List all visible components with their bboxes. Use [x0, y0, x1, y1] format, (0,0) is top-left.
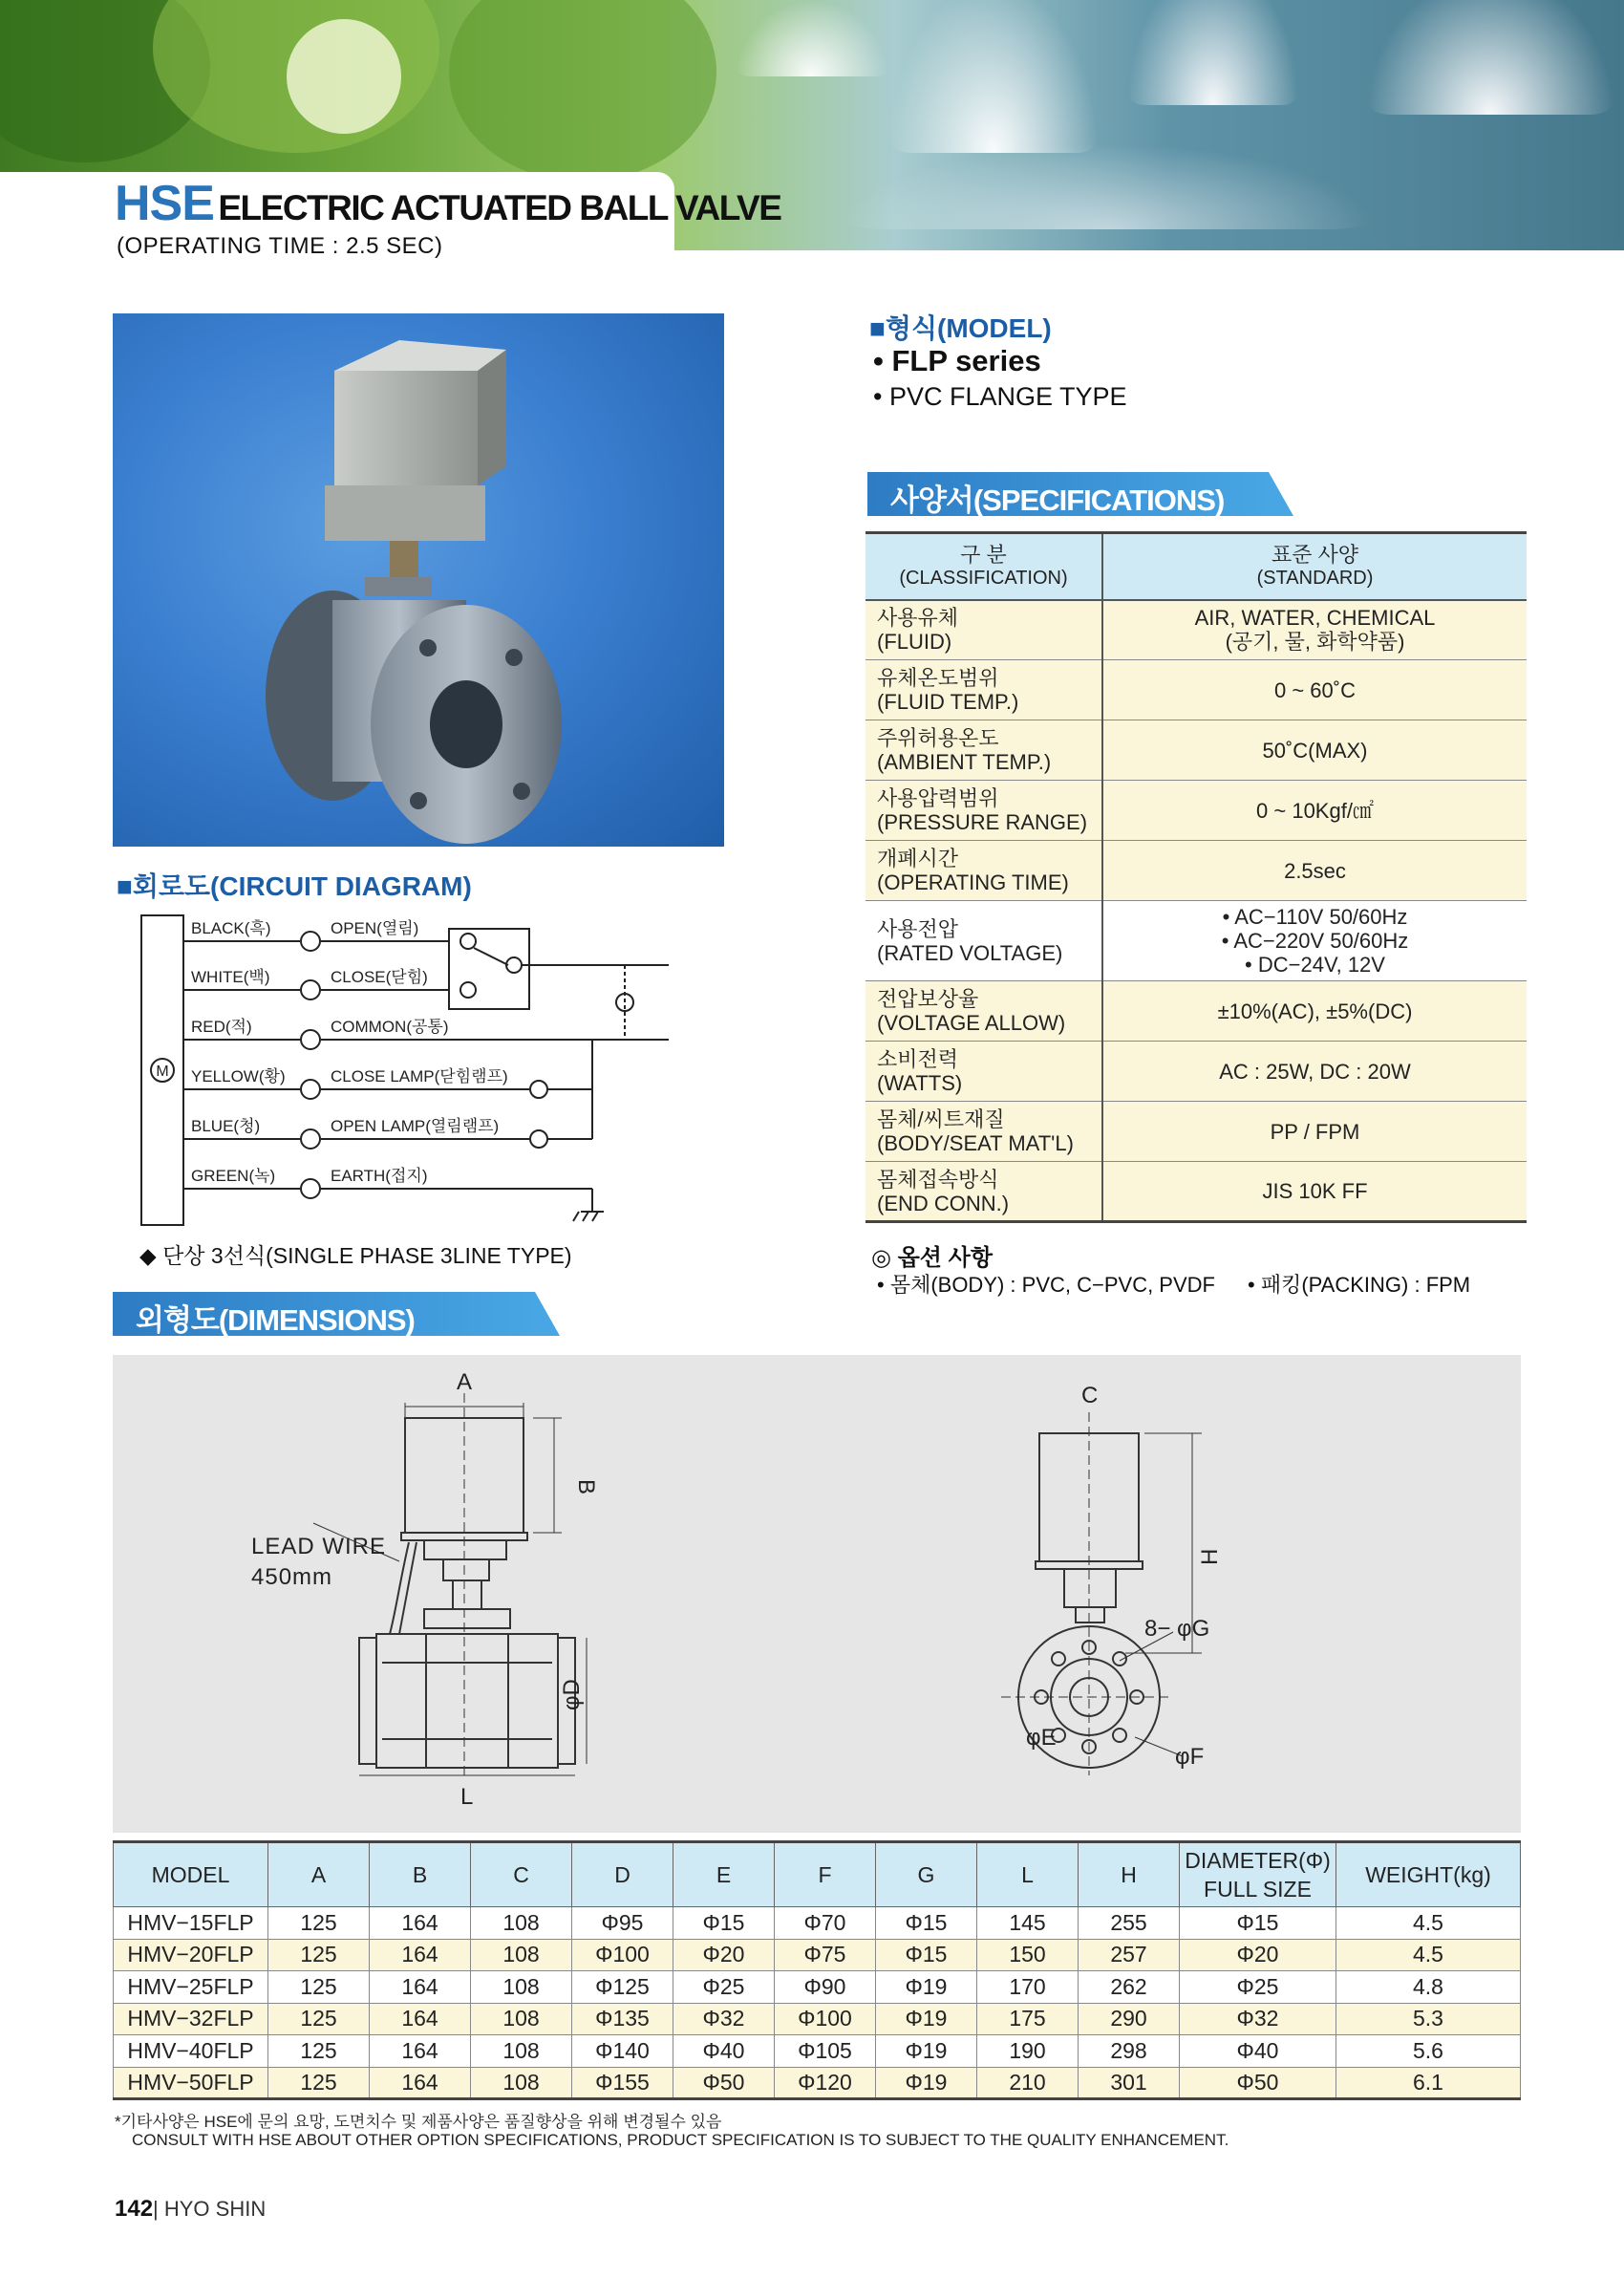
- dim-label-b: B: [573, 1479, 599, 1495]
- table-cell: Φ40: [1180, 2035, 1336, 2068]
- col-diameter-bottom: FULL SIZE: [1204, 1877, 1312, 1902]
- wire-color-label: RED(적): [191, 1018, 252, 1036]
- table-cell: 125: [268, 1971, 370, 2004]
- table-cell: Φ19: [876, 1971, 977, 2004]
- table-cell: 290: [1079, 2003, 1180, 2035]
- table-row: [114, 1907, 1521, 1940]
- spec-kr: 사용유체: [877, 606, 959, 631]
- table-cell: 262: [1079, 1971, 1180, 2004]
- spec-standard: [1102, 600, 1527, 660]
- table-cell: 145: [977, 1907, 1079, 1940]
- table-cell: 6.1: [1336, 2067, 1521, 2099]
- col-diameter-top: DIAMETER(Φ): [1185, 1848, 1331, 1873]
- table-cell: 150: [977, 1939, 1079, 1971]
- product-photo: [113, 313, 724, 847]
- dimension-table: [113, 1840, 1521, 2100]
- table-cell: 298: [1079, 2035, 1180, 2068]
- table-cell: Φ75: [775, 1939, 876, 1971]
- spec-classification: [865, 981, 1102, 1042]
- spec-standard: [1102, 1162, 1527, 1222]
- spec-value: ±10%(AC), ±5%(DC): [1217, 999, 1413, 1023]
- wire-function-label: OPEN LAMP(열림램프): [331, 1117, 500, 1135]
- spec-en: (PRESSURE RANGE): [877, 810, 1088, 834]
- table-row: [114, 2003, 1521, 2035]
- table-cell: 108: [471, 2035, 572, 2068]
- dim-label-a: A: [457, 1369, 473, 1395]
- spec-classification: [865, 781, 1102, 841]
- table-cell: Φ50: [1180, 2067, 1336, 2099]
- spec-kr: 몸체/씨트재질: [877, 1107, 1005, 1131]
- spec-en: (VOLTAGE ALLOW): [877, 1011, 1066, 1035]
- model-info: [873, 344, 1127, 412]
- spec-en: (FLUID): [877, 630, 952, 655]
- wire-function-label: CLOSE(닫힘): [331, 968, 428, 986]
- table-cell: Φ19: [876, 2035, 977, 2068]
- table-cell: 164: [370, 1907, 471, 1940]
- spec-value: PP / FPM: [1270, 1119, 1360, 1144]
- col-f: F: [775, 1842, 876, 1907]
- wire-function-label: OPEN(열림): [331, 919, 419, 937]
- table-cell: 125: [268, 1907, 370, 1940]
- table-cell: Φ140: [572, 2035, 673, 2068]
- table-cell: 5.3: [1336, 2003, 1521, 2035]
- table-cell: 210: [977, 2067, 1079, 2099]
- table-cell: Φ25: [1180, 1971, 1336, 2004]
- table-cell: Φ100: [572, 1939, 673, 1971]
- circuit-heading: ■회로도(CIRCUIT DIAGRAM): [117, 871, 472, 901]
- spec-kr: 개폐시간: [877, 847, 959, 870]
- footnote-kr: *기타사양은 HSE에 문의 요망, 도면치수 및 제품사양은 품질향상을 위해 변경될수 있음: [115, 2113, 722, 2131]
- spec-row: [865, 1102, 1527, 1162]
- spec-col1-kr: 구 분: [960, 542, 1007, 567]
- table-cell: Φ32: [673, 2003, 775, 2035]
- col-model: MODEL: [114, 1842, 268, 1907]
- table-row: [114, 1971, 1521, 2004]
- spec-standard: [1102, 660, 1527, 720]
- dim-label-f: φF: [1175, 1744, 1205, 1770]
- table-cell: 255: [1079, 1907, 1180, 1940]
- table-cell: 108: [471, 2067, 572, 2099]
- spec-standard: [1102, 720, 1527, 781]
- wire-function-label: COMMON(공통): [331, 1018, 449, 1036]
- wire-color-label: BLUE(청): [191, 1117, 261, 1135]
- table-cell: Φ20: [1180, 1939, 1336, 1971]
- spec-row: [865, 660, 1527, 720]
- table-cell: 190: [977, 2035, 1079, 2068]
- table-row: [114, 1939, 1521, 1971]
- table-cell: Φ15: [1180, 1907, 1336, 1940]
- spec-kr: 주위허용온도: [877, 726, 999, 750]
- wire-function-label: CLOSE LAMP(닫힘램프): [331, 1067, 508, 1085]
- spec-value: 0 ~ 10Kgf/㎠: [1256, 798, 1374, 823]
- spec-kr: 전압보상율: [877, 987, 979, 1011]
- table-cell: 164: [370, 2067, 471, 2099]
- dimensions-heading: 외형도(DIMENSIONS): [113, 1292, 535, 1336]
- spec-en: (OPERATING TIME): [877, 870, 1069, 894]
- spec-col1-en: (CLASSIFICATION): [899, 567, 1068, 589]
- spec-col2-en: (STANDARD): [1256, 567, 1374, 589]
- spec-standard: [1102, 981, 1527, 1042]
- table-cell: HMV−15FLP: [114, 1907, 268, 1940]
- table-cell: 125: [268, 2035, 370, 2068]
- table-cell: HMV−25FLP: [114, 1971, 268, 2004]
- dim-label-e: φE: [1026, 1725, 1057, 1751]
- col-a: A: [268, 1842, 370, 1907]
- wire-color-label: YELLOW(황): [191, 1067, 286, 1085]
- lead-wire-length: 450mm: [251, 1564, 333, 1590]
- spec-classification: [865, 600, 1102, 660]
- table-cell: Φ19: [876, 2003, 977, 2035]
- lead-wire-label: LEAD WIRE: [251, 1534, 387, 1559]
- table-row: [114, 2035, 1521, 2068]
- spec-kr: 사용압력범위: [877, 786, 999, 810]
- spec-kr: 유체온도범위: [877, 666, 999, 690]
- spec-classification: [865, 720, 1102, 781]
- spec-value: 0 ~ 60˚C: [1274, 677, 1356, 702]
- table-cell: Φ70: [775, 1907, 876, 1940]
- table-cell: 164: [370, 2003, 471, 2035]
- col-diameter: [1180, 1842, 1336, 1907]
- table-cell: Φ125: [572, 1971, 673, 2004]
- wire-color-label: WHITE(백): [191, 968, 270, 986]
- col-e: E: [673, 1842, 775, 1907]
- table-cell: 4.8: [1336, 1971, 1521, 2004]
- dim-label-g: 8− φG: [1144, 1616, 1210, 1642]
- spec-kr: 사용전압: [877, 916, 959, 941]
- dim-label-h: H: [1197, 1548, 1223, 1565]
- table-cell: Φ105: [775, 2035, 876, 2068]
- spec-heading: 사양서(SPECIFICATIONS): [867, 472, 1269, 516]
- company-name: | HYO SHIN: [153, 2197, 267, 2221]
- spec-kr: 소비전력: [877, 1047, 959, 1071]
- table-cell: 164: [370, 2035, 471, 2068]
- table-cell: 108: [471, 1939, 572, 1971]
- spec-standard: [1102, 781, 1527, 841]
- dim-label-c: C: [1081, 1383, 1099, 1408]
- circuit-note: ◆ 단상 3선식(SINGLE PHASE 3LINE TYPE): [139, 1243, 572, 1268]
- table-cell: HMV−32FLP: [114, 2003, 268, 2035]
- page-footer: [115, 2196, 266, 2223]
- table-cell: Φ20: [673, 1939, 775, 1971]
- table-cell: 4.5: [1336, 1939, 1521, 1971]
- spec-col-standard: [1102, 533, 1527, 600]
- table-cell: Φ90: [775, 1971, 876, 2004]
- table-cell: Φ135: [572, 2003, 673, 2035]
- spec-value: AC : 25W, DC : 20W: [1219, 1059, 1411, 1084]
- spec-value: • DC−24V, 12V: [1245, 953, 1385, 977]
- spec-value: (공기, 물, 화학약품): [1225, 630, 1405, 655]
- spec-row: [865, 600, 1527, 660]
- table-cell: Φ50: [673, 2067, 775, 2099]
- spec-en: (AMBIENT TEMP.): [877, 750, 1052, 774]
- table-cell: Φ19: [876, 2067, 977, 2099]
- spec-table: [865, 531, 1527, 1223]
- table-cell: Φ120: [775, 2067, 876, 2099]
- spec-en: (WATTS): [877, 1071, 963, 1095]
- spec-value: 2.5sec: [1284, 858, 1346, 883]
- table-cell: 164: [370, 1939, 471, 1971]
- model-type: • PVC FLANGE TYPE: [873, 382, 1127, 411]
- spec-row: [865, 901, 1527, 981]
- table-cell: 170: [977, 1971, 1079, 2004]
- spec-classification: [865, 1162, 1102, 1222]
- table-cell: 108: [471, 2003, 572, 2035]
- col-b: B: [370, 1842, 471, 1907]
- col-weight: WEIGHT(kg): [1336, 1842, 1521, 1907]
- wire-color-label: BLACK(흑): [191, 919, 271, 937]
- spec-row: [865, 841, 1527, 901]
- table-cell: 5.6: [1336, 2035, 1521, 2068]
- spec-en: (END CONN.): [877, 1191, 1010, 1215]
- spec-row: [865, 720, 1527, 781]
- spec-en: (RATED VOLTAGE): [877, 940, 1063, 965]
- footnote-en: CONSULT WITH HSE ABOUT OTHER OPTION SPECIFICATIONS, PRODUCT SPECIFICATION IS TO SUBJECT TO THE QUALITY ENHANCEMENT.: [132, 2131, 1229, 2149]
- col-h: H: [1079, 1842, 1180, 1907]
- spec-row: [865, 1162, 1527, 1222]
- spec-classification: [865, 660, 1102, 720]
- spec-row: [865, 781, 1527, 841]
- spec-col-classification: [865, 533, 1102, 600]
- wire-color-label: GREEN(녹): [191, 1167, 276, 1185]
- spec-kr: 몸체접속방식: [877, 1167, 999, 1192]
- spec-value: JIS 10K FF: [1262, 1179, 1368, 1203]
- table-cell: 125: [268, 1939, 370, 1971]
- spec-en: (BODY/SEAT MAT'L): [877, 1131, 1074, 1155]
- col-d: D: [572, 1842, 673, 1907]
- circuit-diagram: [134, 908, 669, 1233]
- table-cell: Φ40: [673, 2035, 775, 2068]
- spec-value: • AC−220V 50/60Hz: [1221, 929, 1409, 953]
- table-row: [114, 2067, 1521, 2099]
- option-packing: • 패킹(PACKING) : FPM: [1248, 1273, 1471, 1297]
- table-cell: 257: [1079, 1939, 1180, 1971]
- option-body: • 몸체(BODY) : PVC, C−PVC, PVDF: [877, 1273, 1215, 1297]
- title-brand: HSE: [115, 176, 214, 231]
- dim-label-d: φD: [559, 1679, 585, 1710]
- table-cell: Φ15: [876, 1907, 977, 1940]
- table-cell: HMV−20FLP: [114, 1939, 268, 1971]
- table-cell: Φ25: [673, 1971, 775, 2004]
- model-series: • FLP series: [873, 344, 1041, 377]
- table-cell: 108: [471, 1907, 572, 1940]
- motor-label: M: [156, 1064, 169, 1080]
- page-number: 142: [115, 2196, 154, 2222]
- spec-row: [865, 981, 1527, 1042]
- table-cell: Φ15: [673, 1907, 775, 1940]
- spec-classification: [865, 841, 1102, 901]
- col-g: G: [876, 1842, 977, 1907]
- table-cell: 301: [1079, 2067, 1180, 2099]
- spec-standard: [1102, 1042, 1527, 1102]
- spec-standard: [1102, 1102, 1527, 1162]
- table-cell: Φ32: [1180, 2003, 1336, 2035]
- spec-standard: [1102, 901, 1527, 981]
- table-cell: Φ15: [876, 1939, 977, 1971]
- model-heading: ■형식(MODEL): [869, 313, 1052, 343]
- spec-row: [865, 1042, 1527, 1102]
- table-cell: Φ100: [775, 2003, 876, 2035]
- spec-value: • AC−110V 50/60Hz: [1222, 905, 1408, 929]
- spec-classification: [865, 1042, 1102, 1102]
- table-cell: HMV−40FLP: [114, 2035, 268, 2068]
- table-cell: 125: [268, 2003, 370, 2035]
- wire-function-label: EARTH(접지): [331, 1167, 428, 1185]
- dimensions-drawing: [113, 1355, 1521, 1833]
- table-cell: Φ155: [572, 2067, 673, 2099]
- table-cell: 125: [268, 2067, 370, 2099]
- table-cell: 4.5: [1336, 1907, 1521, 1940]
- spec-classification: [865, 901, 1102, 981]
- page-subtitle: (OPERATING TIME : 2.5 SEC): [117, 233, 443, 259]
- spec-col2-kr: 표준 사양: [1271, 542, 1359, 567]
- page-title: [115, 175, 780, 232]
- spec-standard: [1102, 841, 1527, 901]
- title-product: ELECTRIC ACTUATED BALL VALVE: [218, 188, 781, 227]
- table-cell: HMV−50FLP: [114, 2067, 268, 2099]
- options-line: [877, 1269, 1470, 1299]
- dim-label-l: L: [460, 1784, 474, 1810]
- spec-classification: [865, 1102, 1102, 1162]
- spec-en: (FLUID TEMP.): [877, 690, 1019, 714]
- table-cell: Φ95: [572, 1907, 673, 1940]
- table-cell: 175: [977, 2003, 1079, 2035]
- options-heading: ◎ 옵션 사항: [871, 1245, 994, 1271]
- col-c: C: [471, 1842, 572, 1907]
- table-cell: 108: [471, 1971, 572, 2004]
- col-l: L: [977, 1842, 1079, 1907]
- spec-value: 50˚C(MAX): [1262, 738, 1368, 763]
- table-cell: 164: [370, 1971, 471, 2004]
- spec-value: AIR, WATER, CHEMICAL: [1194, 606, 1436, 631]
